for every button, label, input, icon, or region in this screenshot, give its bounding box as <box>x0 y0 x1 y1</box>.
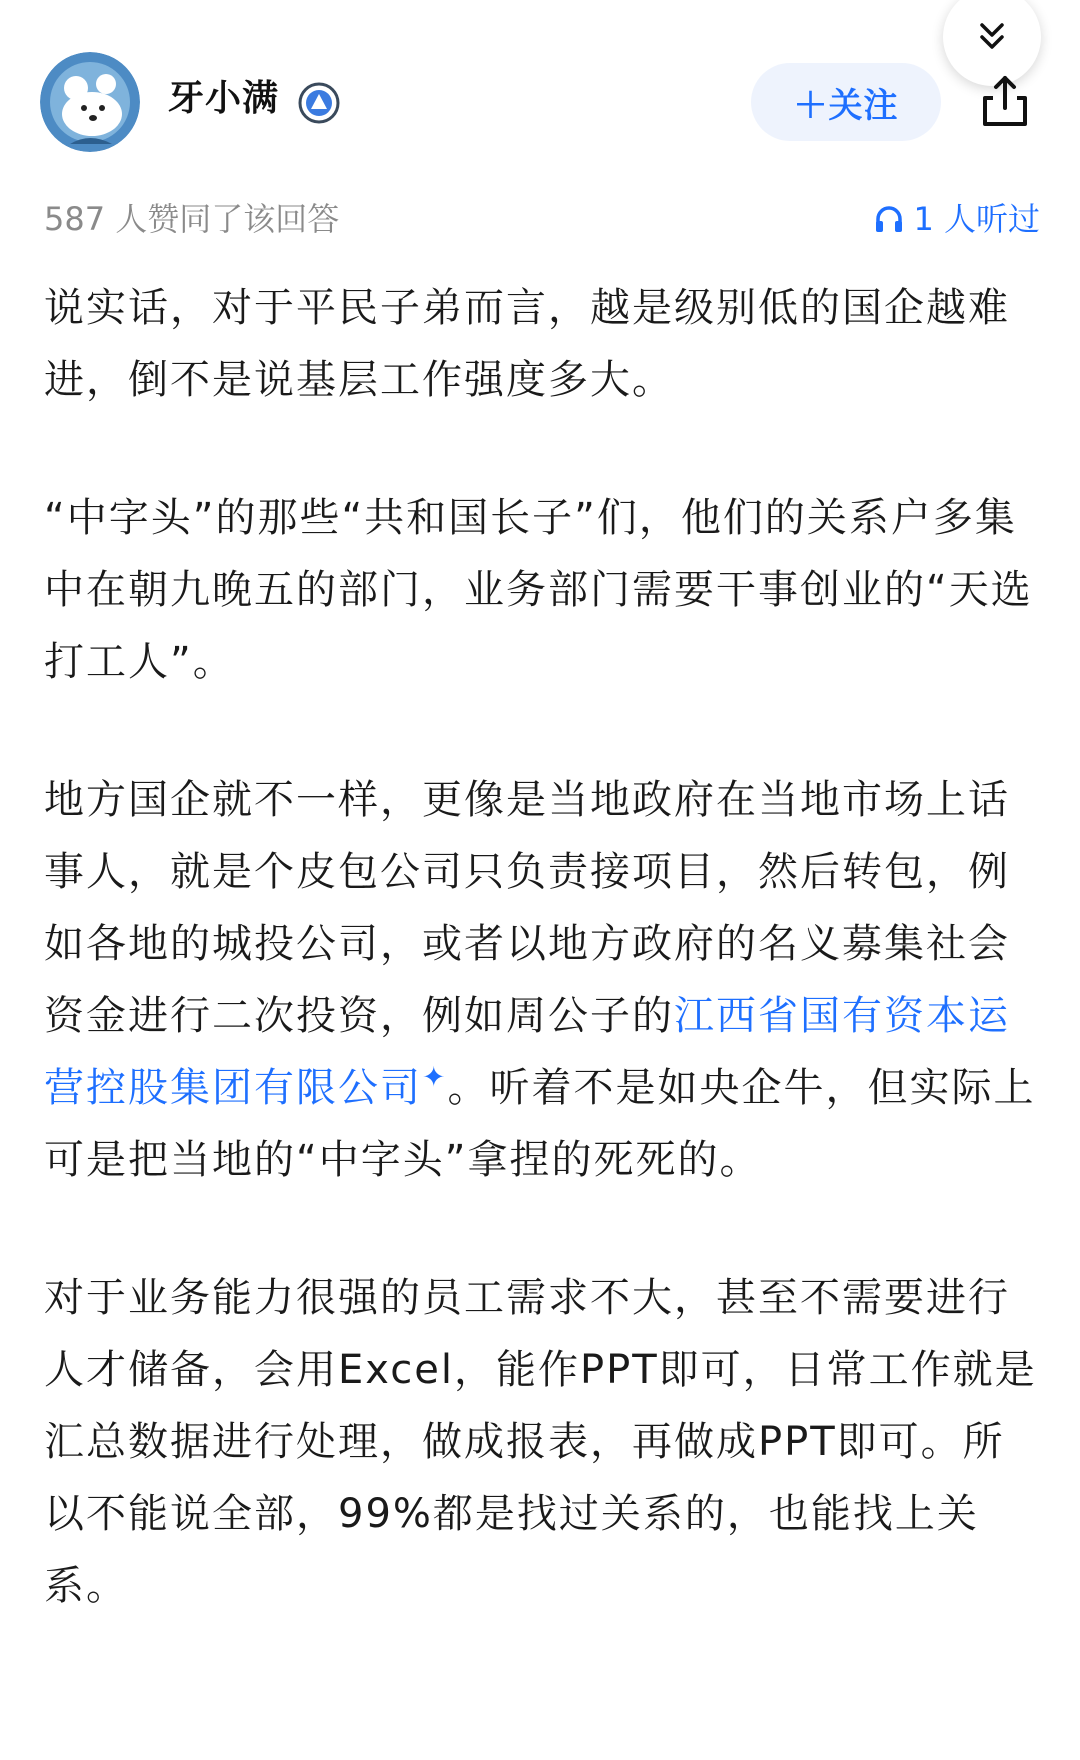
sparkle-icon: ✦ <box>422 1060 448 1094</box>
share-button[interactable] <box>975 72 1035 132</box>
paragraph-3-text-after: 。听着不是如央企牛，但实际上可是把当地的“中字头”拿捏的死死的。 <box>44 1065 1036 1183</box>
paragraph-4: 对于业务能力很强的员工需求不大，甚至不需要进行人才储备，会用Excel，能作PPT即可，日常工作就是汇总数据进行处理，做成报表，再做成PPT即可。所以不能说全部，99%都是找过关系的，也能找上关系。 <box>44 1275 1037 1609</box>
follow-button[interactable]: ＋关注 <box>751 63 941 141</box>
verified-badge-icon <box>298 82 340 124</box>
listen-label: 1 人听过 <box>913 200 1040 238</box>
paragraph-3-text-before: 地方国企就不一样，更像是当地政府在当地市场上话事人，就是个皮包公司只负责接项目，然后转包，例如各地的城投公司，或者以地方政府的名义募集社会资金进行二次投资，例如周公子的 <box>44 777 1010 1039</box>
likes-count: 587 人赞同了该回答 <box>44 200 340 238</box>
answer-content <box>44 272 1044 1688</box>
author-name[interactable]: 牙小满 <box>168 78 280 119</box>
double-chevron-down-icon <box>974 19 1010 55</box>
paragraph-1: 说实话，对于平民子弟而言，越是级别低的国企越难进，倒不是说基层工作强度多大。 <box>44 285 1010 403</box>
share-icon <box>975 72 1035 132</box>
headphones-icon <box>873 203 905 235</box>
company-link[interactable]: 江西省国有资本运营控股集团有限公司 <box>44 993 1010 1111</box>
paragraph-3 <box>44 764 1044 1196</box>
paragraph-2: “中字头”的那些“共和国长子”们，他们的关系户多集中在朝九晚五的部门，业务部门需要干事创业的“天选打工人”。 <box>44 495 1033 685</box>
listen-count[interactable] <box>873 196 1040 242</box>
avatar[interactable] <box>40 52 140 152</box>
